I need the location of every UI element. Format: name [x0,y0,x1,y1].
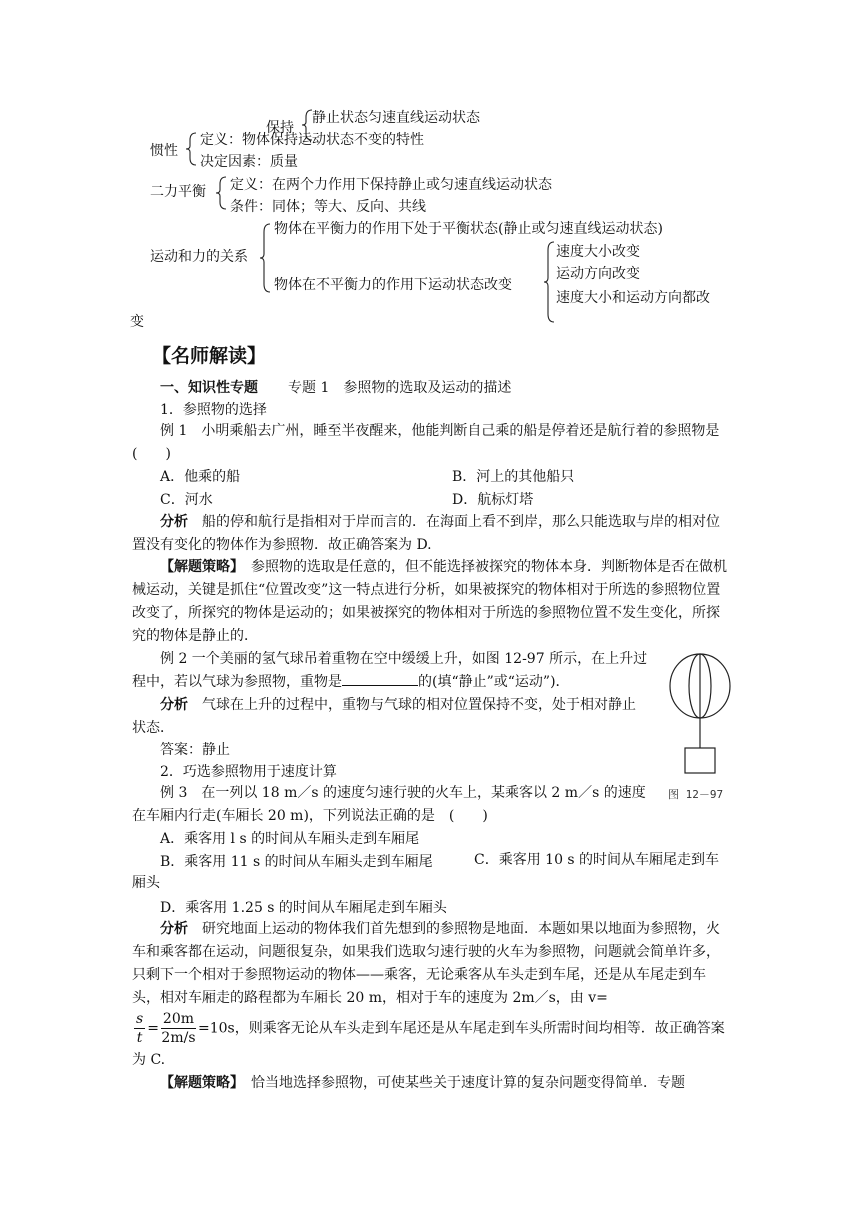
option-d: D．航标灯塔 [452,492,534,508]
balloon-figure [660,650,740,780]
inertia-factor: 决定因素：质量 [200,154,298,170]
example-3-stem: 例 3 在一列以 18 m／s 的速度匀速行驶的火车上，某乘客以 2 m／s 的速度在车厢内行走(车厢长 20 m)，下列说法正确的是 ( ) [132,785,646,824]
example-1-analysis [132,511,732,557]
analysis-text: 船的停和航行是指相对于岸而言的．在海面上看不到岸，那么只能选取与岸的相对位置没有变化的物体作为参照物．故正确答案为 D. [132,514,720,553]
example-3-formula-line: $\frac{s}{t}$ = $\frac{20m}{2m/s}$ =10s，则乘客无论从车头走到车尾还是从车尾走到车头所需时间均相等．故正确答案为 C. [132,1011,725,1068]
topic-name: 专题 1 参照物的选取及运动的描述 [288,380,512,396]
option-c: C．乘客用 10 s 的时间从车厢尾走到车厢头 [132,852,720,891]
subheading: 1．参照物的选择 [160,402,267,418]
topic-category: 一、知识性专题 [160,380,258,396]
balance-definition: 定义：在两个力作用下保持静止或匀速直线运动状态 [230,177,552,193]
analysis-label: 分析 [160,697,188,713]
strategy-2 [132,1072,732,1095]
example-2-stem: 例 2 一个美丽的氢气球吊着重物在空中缓缓上升，如图 12-97 所示，在上升过程中，若以气球为参照物，重物是 的(填“静止”或“运动”)． [132,651,648,690]
inertia-head: 惯性 [150,143,178,159]
inertia-brace [184,131,198,167]
example-3-analysis [132,918,732,1010]
balance-condition: 条件：同体；等大、反向、共线 [230,199,426,215]
balance-brace [214,175,228,211]
strategy-text: 恰当地选择参照物，可使某些关于速度计算的复杂问题变得简单．专题 [251,1075,685,1091]
figure-caption: 图 12－97 [668,788,724,801]
strategy-label: 【解题策略】 [160,559,237,575]
fraction-20m-over-2ms: $\frac{20m}{2m/s}$ [161,1011,196,1046]
option-a: A．他乘的船 [160,469,241,485]
balance-head: 二力平衡 [150,184,206,200]
keep-label: 保持 [266,120,294,136]
change-item: 速度大小和运动方向都改 [556,290,710,306]
option-d: D．乘客用 1.25 s 的时间从车厢尾走到车厢头 [160,900,447,916]
example-2-analysis [132,694,648,740]
answer-blank[interactable] [342,671,418,686]
motion-head: 运动和力的关系 [150,249,248,265]
inertia-definition: 定义：物体保持运动状态不变的特性 [200,132,424,148]
motion-unbalanced: 物体在不平衡力的作用下运动状态改变 [274,277,512,293]
motion-brace [258,222,272,294]
change-item: 运动方向改变 [556,266,640,282]
option-b: B．乘客用 11 s 的时间从车厢头走到车厢尾 [160,854,433,870]
strategy-text: 参照物的选取是任意的，但不能选择被探究的物体本身．判断物体是否在做机械运动，关键是抓住“位置改变”这一特点进行分析，如果被探究的物体相对于所选的参照物位置改变了，所探究的物体是运动的；如果被探究的物体相对于所选的参照物位置不发生变化，所探究的物体是静止的． [132,559,727,644]
fraction-s-over-t: $\frac{s}{t}$ [136,1011,144,1046]
formula-tail: =10s，则乘客无论从车头走到车尾还是从车尾走到车头所需时间均相等．故正确答案为 C. [132,1020,725,1068]
analysis-text: 气球在上升的过程中，重物与气球的相对位置保持不变，处于相对静止状态． [132,697,636,736]
analysis-label: 分析 [160,921,188,937]
motion-balanced: 物体在平衡力的作用下处于平衡状态(静止或匀速直线运动状态) [274,221,663,237]
option-b: B．河上的其他船只 [452,469,575,485]
analysis-text: 研究地面上运动的物体我们首先想到的参照物是地面．本题如果以地面为参照物，火车和乘客都在运动，问题很复杂，如果我们选取匀速行驶的火车为参照物，问题就会简单许多，只剩下一个相对于参照物运动的物体——乘客，无论乘客从车头走到车尾，还是从车尾走到车头，相对车厢走的路程都为车厢长 20 m，相对于车的速度为 2m／s，由 v= [132,921,720,1006]
change-brace [542,240,556,324]
section-title: 【名师解读】 [152,345,267,367]
example-1-stem: 例 1 小明乘船去广州，睡至半夜醒来，他能判断自己乘的船是停着还是航行着的参照物是 ( ) [132,423,748,462]
keep-items: 静止状态匀速直线运动状态 [312,110,480,126]
weight-box-icon [685,748,715,773]
example-2-answer: 答案：静止 [160,742,230,758]
subheading: 2．巧选参照物用于速度计算 [160,764,337,780]
strategy-label: 【解题策略】 [160,1075,237,1091]
option-a: A．乘客用 l s 的时间从车厢头走到车厢尾 [160,831,420,847]
analysis-label: 分析 [160,514,188,530]
topic-line [160,378,511,398]
change-item-wrap: 变 [130,314,144,330]
strategy-1 [132,556,732,648]
option-c: C．河水 [160,492,213,508]
change-item: 速度大小改变 [556,244,640,260]
